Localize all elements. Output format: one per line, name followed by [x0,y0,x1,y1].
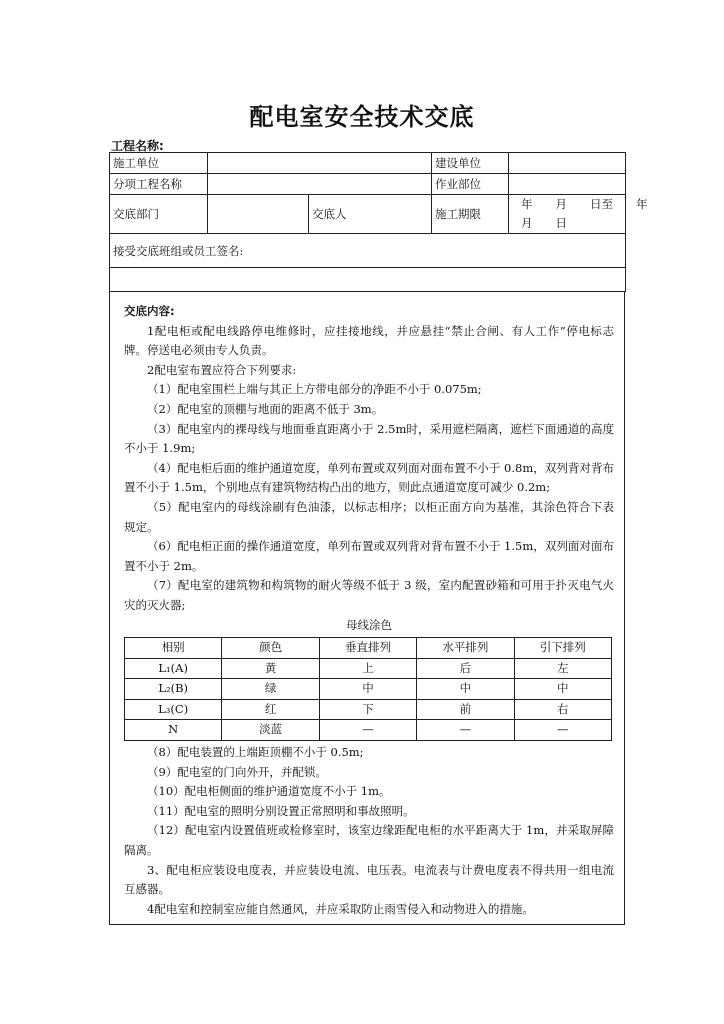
table-cell: L₃(C) [125,699,222,720]
period-line-1: 年 月 日至 年 [521,197,648,211]
paragraph: （7）配电室的建筑物和构筑物的耐火等级不低于 3 级，室内配置砂箱和可用于扑灭电气火灾的灭火器; [124,578,614,612]
table-cell: N [125,720,222,741]
table-row [125,720,612,741]
table-cell: 中 [319,679,416,700]
content-box [109,291,625,925]
table-cell: L₁(A) [125,658,222,679]
table-row [125,699,612,720]
table-cell: — [514,720,611,741]
construction-unit-field[interactable] [208,153,432,174]
paragraph: （8）配电装置的上端距顶棚不小于 0.5m; [147,745,364,760]
paragraph: （5）配电室内的母线涂刷有色油漆，以标志相序；以柜正面方向为基准，其涂色符合下表规定。 [124,499,614,534]
table-header-cell: 颜色 [222,638,319,659]
presenter-label: 交底人 [312,207,347,221]
builder-unit-label: 建设单位 [432,153,509,174]
page-title: 配电室安全技术交底 [249,103,475,131]
work-area-label: 作业部位 [432,174,509,195]
paragraph: （12）配电室内设置值班或检修室时，该室边缘距配电柜的水平距离大于 1m，并采取屏障隔离。 [124,823,614,858]
table-header-cell: 相别 [125,638,222,659]
paragraph: （10）配电柜侧面的维护通道宽度不小于 1m。 [147,784,391,799]
table-cell: 绿 [222,679,319,700]
period-field[interactable] [509,195,648,234]
dept-label: 交底部门 [110,195,208,234]
table-header-cell: 水平排列 [417,638,514,659]
table-cell: 前 [417,699,514,720]
work-area-field[interactable] [509,174,626,195]
sub-project-field[interactable] [208,174,432,195]
table-cell: 中 [417,679,514,700]
table-cell: 中 [514,679,611,700]
paragraph: （4）配电柜后面的维护通道宽度，单列布置或双列面对面布置不小于 0.8m，双列背对背布置不小于 1.5m，个别地点有建筑物结构凸出的地方，则此点通道宽度可减少 0.2m; [124,460,614,495]
table-cell: — [417,720,514,741]
paragraph: （2）配电室的顶棚与地面的距离不低于 3m。 [147,401,384,416]
table-cell: 左 [514,658,611,679]
period-label: 施工期限 [432,195,509,234]
paragraph: 1配电柜或配电线路停电维修时，应挂接地线，并应悬挂“禁止合闸、有人工作”停电标志牌。停送电必须由专人负责。 [124,323,614,358]
sub-project-label: 分项工程名称 [110,174,208,195]
table-cell: 淡蓝 [222,720,319,741]
color-table-caption: 母线涂色 [346,617,392,632]
table-cell: 右 [514,699,611,720]
receiver-signature-field[interactable] [110,268,626,292]
table-cell: 黄 [222,658,319,679]
construction-unit-label: 施工单位 [110,153,208,174]
table-cell: L₂(B) [125,679,222,700]
paragraph: （11）配电室的照明分别设置正常照明和事故照明。 [147,803,415,818]
content-body [124,302,614,919]
table-cell: — [319,720,416,741]
period-line-2: 月 日 [521,216,568,230]
table-cell: 上 [319,658,416,679]
presenter-cell[interactable] [309,195,432,234]
builder-unit-field[interactable] [509,153,626,174]
table-header-cell: 垂直排列 [319,638,416,659]
table-cell: 红 [222,699,319,720]
header-form-table [109,152,648,292]
paragraph: （3）配电室内的裸母线与地面垂直距离小于 2.5m时，采用遮栏隔离，遮栏下面通道的高度不小于 1.9m; [124,421,614,456]
project-name-label: 工程名称: [111,139,164,153]
paragraph: 4配电室和控制室应能自然通风，并应采取防止雨雪侵入和动物进入的措施。 [147,901,534,916]
content-heading: 交底内容: [124,304,175,318]
table-cell: 后 [417,658,514,679]
busbar-color-table [124,637,612,741]
table-header-row [125,638,612,659]
paragraph: （9）配电室的门向外开，并配锁。 [147,764,327,779]
paragraph: 3、配电柜应装设电度表，并应装设电流、电压表。电流表与计费电度表不得共用一组电流互感器。 [124,862,614,897]
paragraph: （6）配电柜正面的操作通道宽度，单列布置或双列背对背布置不小于 1.5m，双列面对面布置不小于 2m。 [124,539,614,573]
paragraph: （1）配电室围栏上端与其正上方带电部分的净距不小于 0.075m; [147,382,482,397]
receiver-signature-label: 接受交底班组或员工签名: [110,234,626,268]
table-row [125,658,612,679]
dept-field[interactable] [208,195,309,234]
table-row [125,679,612,700]
table-cell: 下 [319,699,416,720]
table-header-cell: 引下排列 [514,638,611,659]
paragraph: 2配电室布置应符合下列要求: [147,362,297,377]
